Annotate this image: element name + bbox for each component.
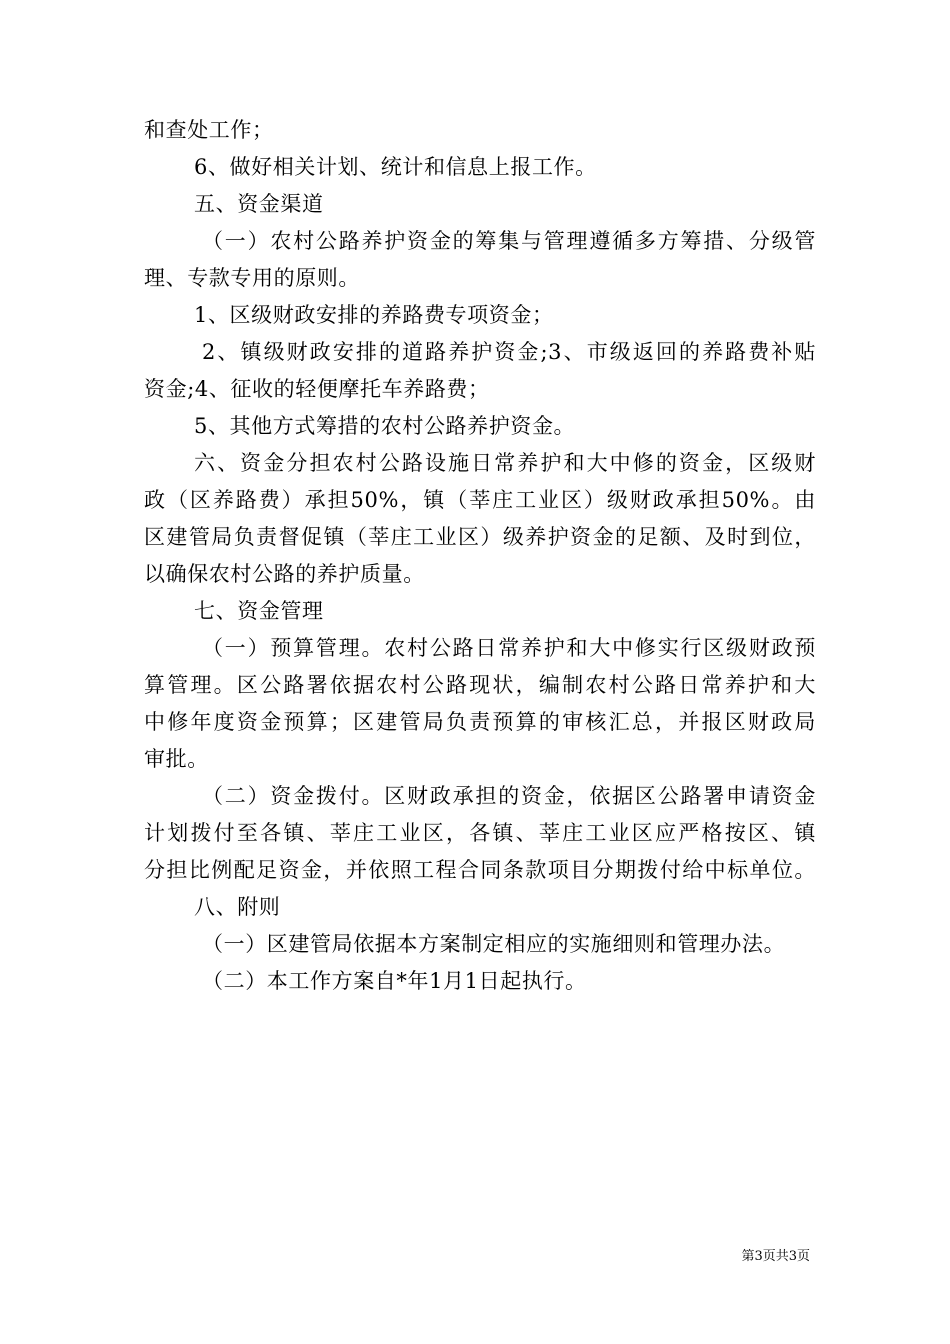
- paragraph-line: 1、区级财政安排的养路费专项资金；: [194, 303, 554, 327]
- paragraph-line: 算管理。区公路署依据农村公路现状，编制农村公路日常养护和大: [144, 673, 816, 697]
- paragraph-line: （一）区建管局依据本方案制定相应的实施细则和管理办法。: [202, 932, 786, 956]
- paragraph-line: 6、做好相关计划、统计和信息上报工作。: [194, 155, 597, 179]
- paragraph-line: 政（区养路费）承担50%，镇（莘庄工业区）级财政承担50%。由: [144, 488, 816, 512]
- page-number-footer: 第3页共3页: [741, 1249, 810, 1264]
- paragraph-line: 资金;4、征收的轻便摩托车养路费；: [144, 377, 490, 401]
- paragraph-line: 2、镇级财政安排的道路养护资金;3、市级返回的养路费补贴: [202, 340, 816, 364]
- document-body: [144, 112, 816, 1000]
- paragraph-line: （二）本工作方案自*年1月1日起执行。: [202, 969, 587, 993]
- paragraph-line: 5、其他方式筹措的农村公路养护资金。: [194, 414, 576, 438]
- paragraph-line: 六、资金分担农村公路设施日常养护和大中修的资金，区级财: [194, 451, 816, 475]
- section-heading: 五、资金渠道: [194, 192, 324, 216]
- paragraph-line: 以确保农村公路的养护质量。: [144, 562, 425, 586]
- paragraph-line: 中修年度资金预算；区建管局负责预算的审核汇总，并报区财政局: [144, 710, 816, 734]
- paragraph-line: 审批。: [144, 747, 209, 771]
- paragraph-line: （一）农村公路养护资金的筹集与管理遵循多方筹措、分级管: [202, 229, 816, 253]
- paragraph-line: 分担比例配足资金，并依照工程合同条款项目分期拨付给中标单位。: [144, 858, 816, 882]
- paragraph-line: 和查处工作；: [144, 118, 274, 142]
- paragraph-line: 区建管局负责督促镇（莘庄工业区）级养护资金的足额、及时到位，: [144, 525, 816, 549]
- section-heading: 七、资金管理: [194, 599, 324, 623]
- paragraph-line: （二）资金拨付。区财政承担的资金，依据区公路署申请资金: [202, 784, 816, 808]
- paragraph-line: （一）预算管理。农村公路日常养护和大中修实行区级财政预: [202, 636, 816, 660]
- paragraph-line: 理、专款专用的原则。: [144, 266, 360, 290]
- paragraph-line: 计划拨付至各镇、莘庄工业区，各镇、莘庄工业区应严格按区、镇: [144, 821, 816, 845]
- section-heading: 八、附则: [194, 895, 281, 919]
